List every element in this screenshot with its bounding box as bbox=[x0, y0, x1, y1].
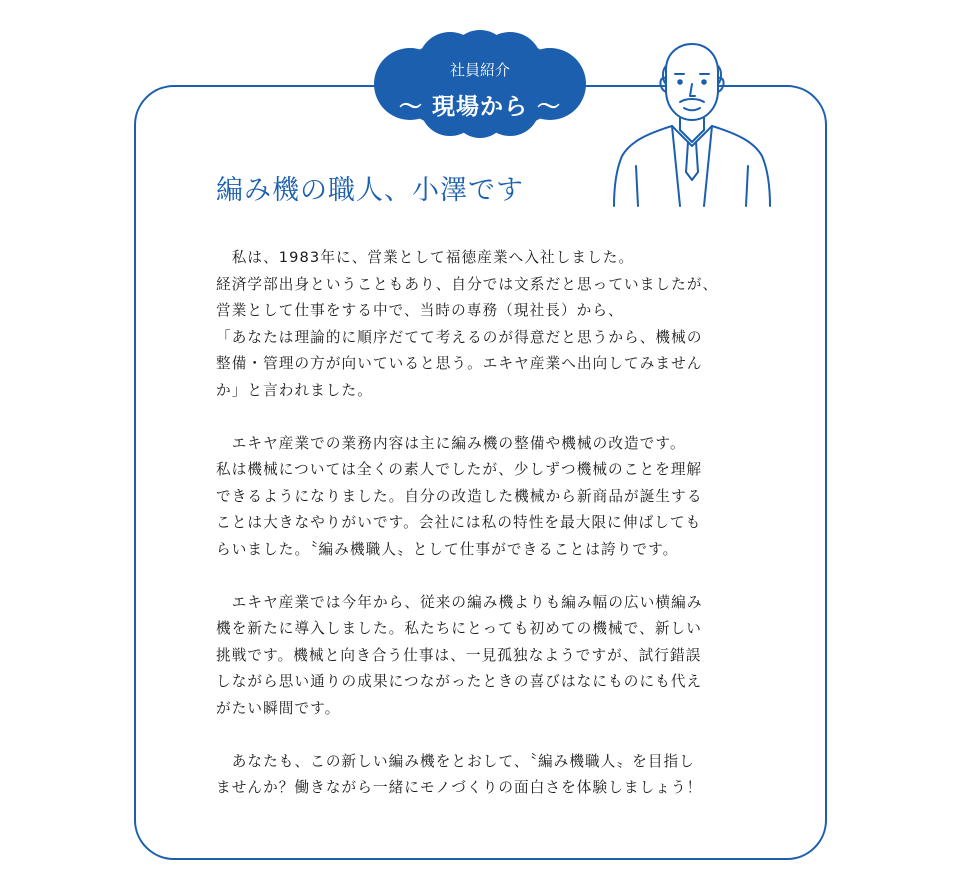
text-line: 営業として仕事をする中で、当時の専務（現社長）から、 bbox=[216, 302, 624, 319]
employee-portrait-icon bbox=[606, 42, 776, 212]
paragraph-4 bbox=[216, 749, 776, 802]
text-line: 整備・管理の方が向いていると思う。エキヤ産業へ出向してみません bbox=[216, 355, 703, 372]
text-line: ませんか？働きながら一緒にモノづくりの面白さを体験しましょう！ bbox=[216, 779, 703, 796]
text-line: か」と言われました。 bbox=[216, 381, 373, 399]
badge-subtitle: 社員紹介 bbox=[449, 61, 510, 79]
article-body bbox=[216, 245, 776, 828]
paragraph-3 bbox=[216, 590, 776, 723]
text-line: 私は機械については全くの素人でしたが、少しずつ機械のことを理解 bbox=[216, 461, 703, 478]
paragraph-1 bbox=[216, 245, 776, 404]
text-line: 経済学部出身ということもあり、自分では文系だと思っていましたが、 bbox=[216, 275, 719, 293]
paragraph-2 bbox=[216, 431, 776, 564]
text-line: 挑戦です。機械と向き合う仕事は、一見孤独なようですが、試行錯誤 bbox=[216, 646, 702, 664]
section-badge bbox=[372, 30, 588, 138]
text-line: がたい瞬間です。 bbox=[216, 699, 341, 717]
text-line: しながら思い通りの成果につながったときの喜びはなにものにも代え bbox=[216, 673, 703, 690]
text-line: エキヤ産業での業務内容は主に編み機の整備や機械の改造です。 bbox=[216, 434, 686, 452]
text-line: エキヤ産業では今年から、従来の編み機よりも編み幅の広い横編み bbox=[216, 593, 703, 611]
page-title: 編み機の職人、小澤です bbox=[216, 175, 524, 206]
text-line: ことは大きなやりがいです。会社には私の特性を最大限に伸ばしても bbox=[216, 514, 702, 531]
badge-cloud-shape bbox=[374, 30, 586, 138]
text-line: らいました。〝編み機職人〟として仕事ができることは誇りです。 bbox=[216, 540, 679, 558]
cloud-badge-icon bbox=[372, 30, 588, 138]
text-line: あなたも、この新しい編み機をとおして、〝編み機職人〟を目指し bbox=[216, 752, 695, 770]
text-line: 機を新たに導入しました。私たちにとっても初めての機械で、新しい bbox=[216, 620, 702, 637]
badge-title: 〜 現場から 〜 bbox=[398, 94, 561, 120]
text-line: できるようになりました。自分の改造した機械から新商品が誕生する bbox=[216, 487, 703, 505]
text-line: 「あなたは理論的に順序だてて考えるのが得意だと思うから、機械の bbox=[216, 328, 703, 346]
text-line: 私は、1983年に、営業として福徳産業へ入社しました。 bbox=[216, 249, 635, 266]
